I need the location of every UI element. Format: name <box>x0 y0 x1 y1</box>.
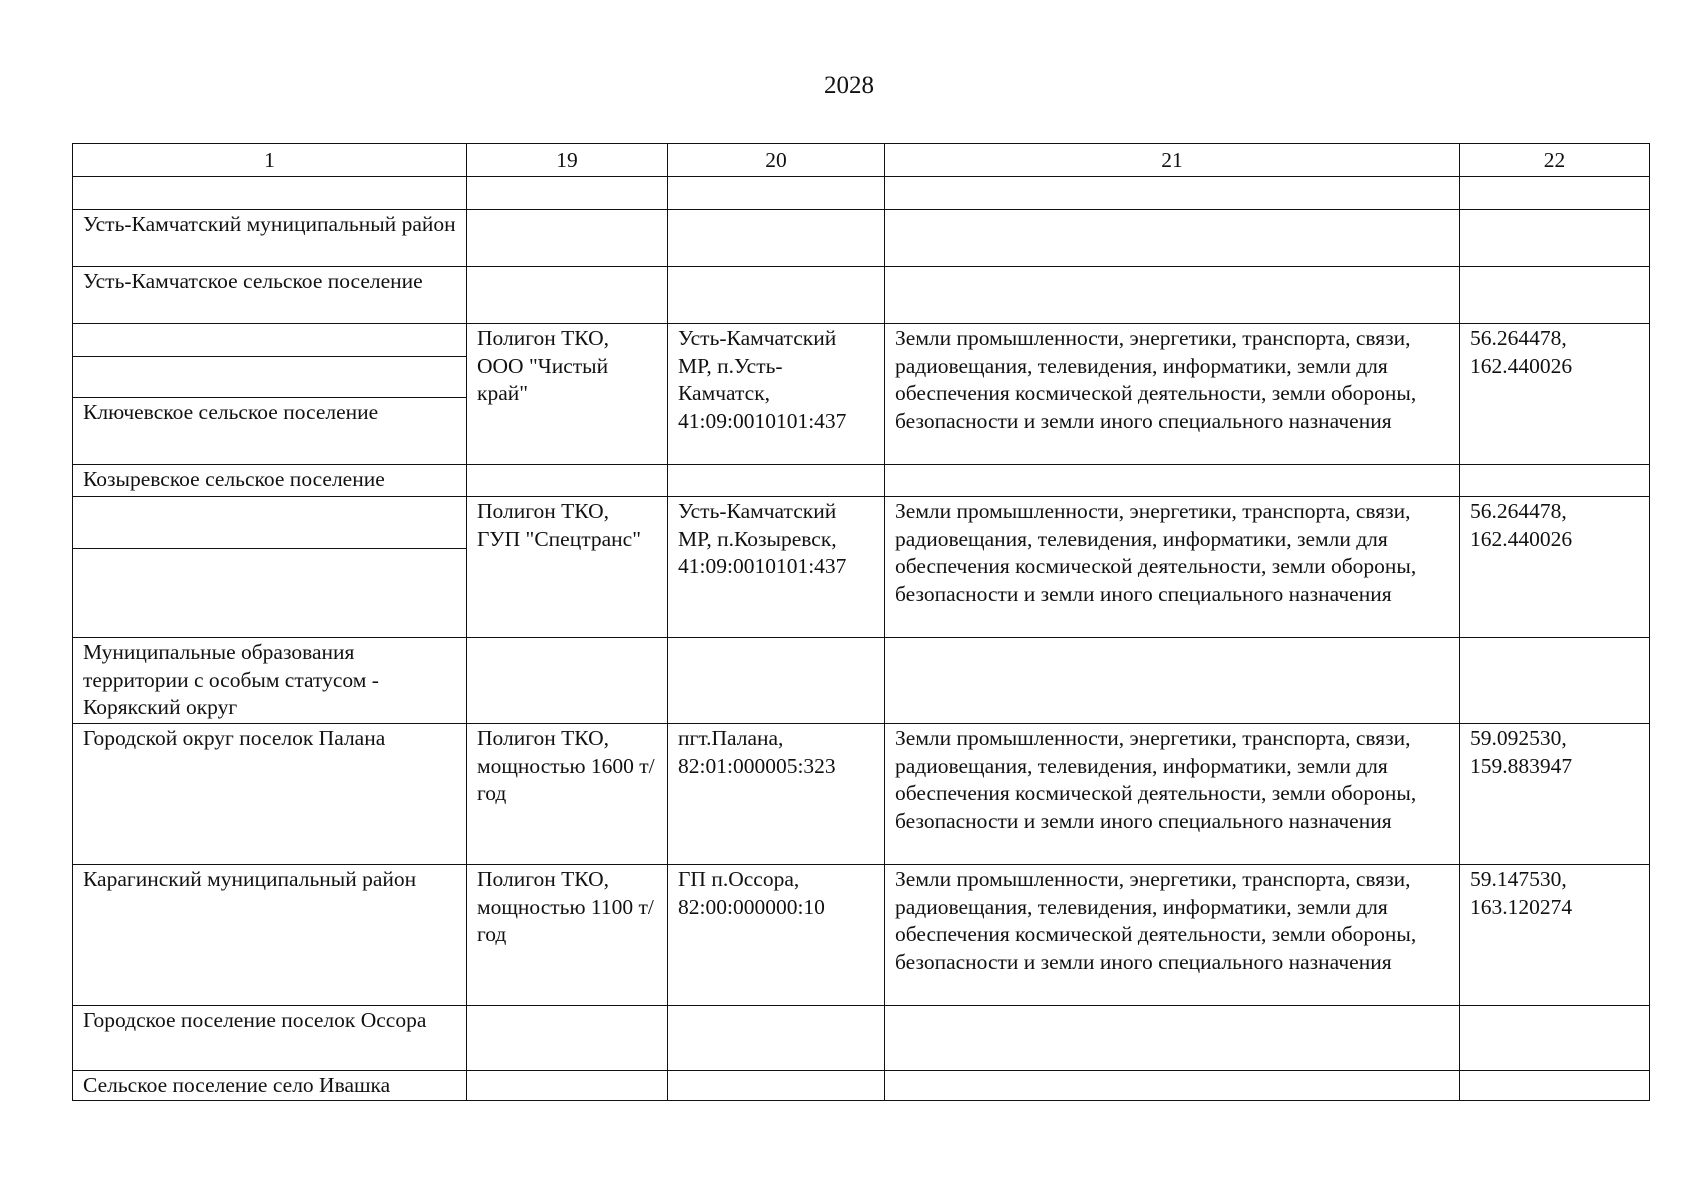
cell-col1: Ключевское сельское поселение <box>73 398 467 465</box>
cell-col22: 59.147530, 163.120274 <box>1460 865 1650 1006</box>
cell-col21 <box>885 1006 1460 1071</box>
table-row <box>73 210 1650 267</box>
cell-col19 <box>467 1071 668 1101</box>
cell-col19 <box>467 267 668 324</box>
cell-col22: 56.264478, 162.440026 <box>1460 497 1650 638</box>
table-row <box>73 865 1650 1006</box>
cell-col21: Земли промышленности, энергетики, транспорта, связи, радиовещания, телевидения, информатики, земли для обеспечения космической деятельности, земли обороны, безопасности и земли иного специального назначения <box>885 724 1460 865</box>
cell-col21: Земли промышленности, энергетики, транспорта, связи, радиовещания, телевидения, информатики, земли для обеспечения космической деятельности, земли обороны, безопасности и земли иного специального назначения <box>885 865 1460 1006</box>
cell-col1 <box>73 357 467 398</box>
cell-col19 <box>467 465 668 497</box>
cell-col21 <box>885 465 1460 497</box>
cell-col21 <box>885 638 1460 724</box>
cell-col21: Земли промышленности, энергетики, транспорта, связи, радиовещания, телевидения, информатики, земли для обеспечения космической деятельности, земли обороны, безопасности и земли иного специального назначения <box>885 497 1460 638</box>
cell-col19 <box>467 210 668 267</box>
table-row <box>73 324 1650 357</box>
cell-col21 <box>885 177 1460 210</box>
cell-col19: Полигон ТКО, мощностью 1100 т/год <box>467 865 668 1006</box>
cell-col20 <box>668 210 885 267</box>
cell-col20 <box>668 465 885 497</box>
cell-col22 <box>1460 1006 1650 1071</box>
cell-col20 <box>668 1006 885 1071</box>
cell-col1: Козыревское сельское поселение <box>73 465 467 497</box>
cell-col20: Усть-Камчатский МР, п.Козыревск, 41:09:0010101:437 <box>668 497 885 638</box>
table-row <box>73 267 1650 324</box>
cell-col21 <box>885 267 1460 324</box>
cell-col1: Усть-Камчатское сельское поселение <box>73 267 467 324</box>
cell-col1: Усть-Камчатский муниципальный район <box>73 210 467 267</box>
cell-col22 <box>1460 638 1650 724</box>
cell-col21 <box>885 1071 1460 1101</box>
cell-col22 <box>1460 465 1650 497</box>
cell-col19: Полигон ТКО, мощностью 1600 т/год <box>467 724 668 865</box>
cell-col20 <box>668 267 885 324</box>
cell-col20 <box>668 177 885 210</box>
table-header-row <box>73 144 1650 177</box>
cell-col21: Земли промышленности, энергетики, транспорта, связи, радиовещания, телевидения, информатики, земли для обеспечения космической деятельности, земли обороны, безопасности и земли иного специального назначения <box>885 324 1460 465</box>
cell-col19 <box>467 638 668 724</box>
table-row <box>73 497 1650 549</box>
data-table <box>72 143 1650 1101</box>
cell-col20 <box>668 1071 885 1101</box>
cell-col1 <box>73 497 467 549</box>
table-row <box>73 638 1650 724</box>
cell-col20: ГП п.Оссора, 82:00:000000:10 <box>668 865 885 1006</box>
cell-col19 <box>467 177 668 210</box>
cell-col22 <box>1460 177 1650 210</box>
cell-col20 <box>668 638 885 724</box>
cell-col20: Усть-Камчатский МР, п.Усть-Камчатск, 41:09:0010101:437 <box>668 324 885 465</box>
table-row <box>73 1071 1650 1101</box>
cell-col1: Муниципальные образования территории с особым статусом - Корякский округ <box>73 638 467 724</box>
header-cell-21: 21 <box>885 144 1460 177</box>
header-cell-1: 1 <box>73 144 467 177</box>
cell-col22: 59.092530, 159.883947 <box>1460 724 1650 865</box>
cell-col1: Сельское поселение село Ивашка <box>73 1071 467 1101</box>
header-cell-22: 22 <box>1460 144 1650 177</box>
cell-col1: Городское поселение поселок Оссора <box>73 1006 467 1071</box>
cell-col22: 56.264478, 162.440026 <box>1460 324 1650 465</box>
cell-col1: Карагинский муниципальный район <box>73 865 467 1006</box>
cell-col19: Полигон ТКО, ГУП "Спецтранс" <box>467 497 668 638</box>
cell-col22 <box>1460 267 1650 324</box>
page-number: 2028 <box>824 72 874 99</box>
cell-col1 <box>73 324 467 357</box>
cell-col21 <box>885 210 1460 267</box>
table-row <box>73 724 1650 865</box>
cell-col19: Полигон ТКО, ООО "Чистый край" <box>467 324 668 465</box>
table-row <box>73 177 1650 210</box>
header-cell-20: 20 <box>668 144 885 177</box>
cell-col1 <box>73 549 467 638</box>
cell-col20: пгт.Палана, 82:01:000005:323 <box>668 724 885 865</box>
cell-col22 <box>1460 210 1650 267</box>
cell-col19 <box>467 1006 668 1071</box>
table-row <box>73 465 1650 497</box>
cell-col22 <box>1460 1071 1650 1101</box>
table-row <box>73 1006 1650 1071</box>
cell-col1 <box>73 177 467 210</box>
cell-col1: Городской округ поселок Палана <box>73 724 467 865</box>
header-cell-19: 19 <box>467 144 668 177</box>
